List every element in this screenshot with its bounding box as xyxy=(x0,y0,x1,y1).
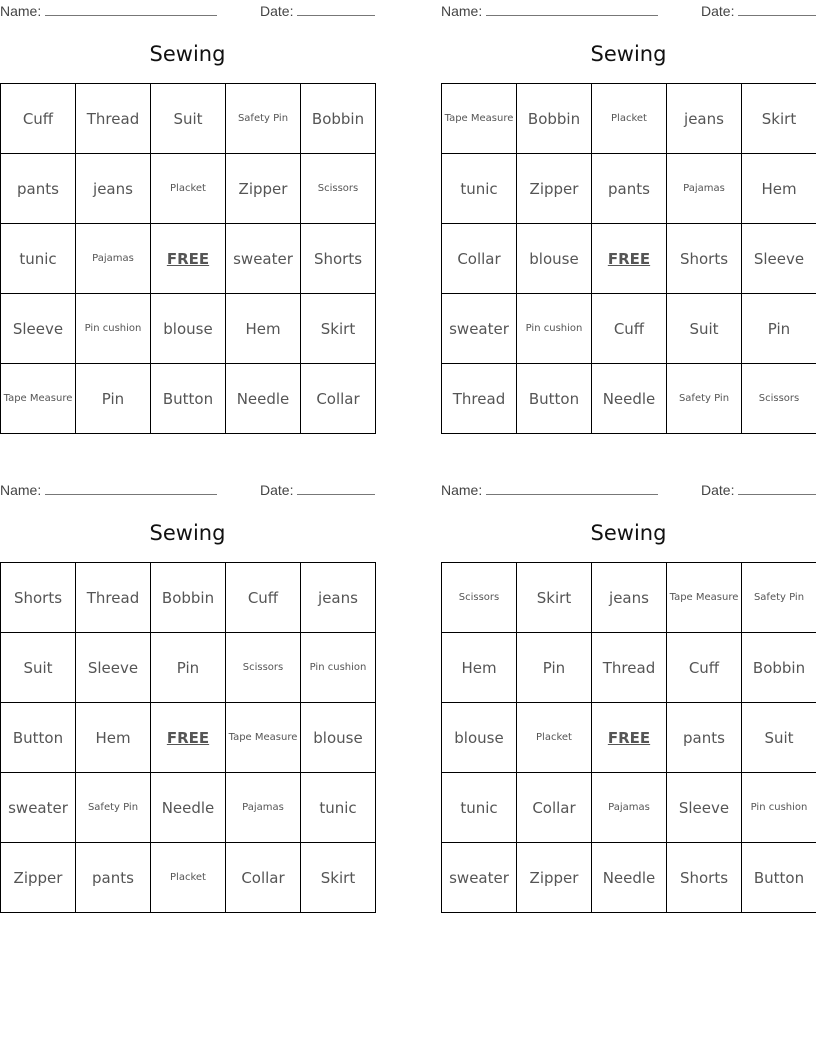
date-line xyxy=(297,482,375,495)
bingo-cell: Tape Measure xyxy=(667,563,742,633)
grid-row xyxy=(442,84,816,154)
name-field: Name: xyxy=(0,482,217,498)
bingo-card-1 xyxy=(0,0,375,434)
bingo-cell: Button xyxy=(151,364,226,434)
bingo-cell: blouse xyxy=(301,703,376,773)
free-space: FREE xyxy=(592,224,667,294)
bingo-cell: Button xyxy=(742,843,816,913)
bingo-cell: Pajamas xyxy=(76,224,151,294)
bingo-cell: Pin cushion xyxy=(76,294,151,364)
bingo-cell: sweater xyxy=(442,843,517,913)
bingo-cell: Skirt xyxy=(301,294,376,364)
grid-row xyxy=(442,224,816,294)
bingo-cell: Pajamas xyxy=(592,773,667,843)
card-title: Sewing xyxy=(590,42,667,66)
date-line xyxy=(297,3,375,16)
bingo-cell: tunic xyxy=(301,773,376,843)
card-header xyxy=(441,479,816,501)
bingo-cell: blouse xyxy=(517,224,592,294)
bingo-cell: Hem xyxy=(742,154,816,224)
bingo-cell: Scissors xyxy=(442,563,517,633)
name-line xyxy=(45,482,217,495)
bingo-cell: blouse xyxy=(151,294,226,364)
bingo-cell: Shorts xyxy=(667,224,742,294)
bingo-cell: Sleeve xyxy=(76,633,151,703)
bingo-grid xyxy=(441,562,816,913)
bingo-cell: Collar xyxy=(301,364,376,434)
bingo-cell: tunic xyxy=(442,773,517,843)
card-title: Sewing xyxy=(149,521,226,545)
bingo-cell: Zipper xyxy=(517,154,592,224)
date-line xyxy=(738,3,816,16)
grid-row xyxy=(1,633,376,703)
grid-row xyxy=(1,154,376,224)
bingo-cell: Placket xyxy=(151,154,226,224)
card-title: Sewing xyxy=(149,42,226,66)
bingo-cell: Cuff xyxy=(1,84,76,154)
bingo-cell: Safety Pin xyxy=(226,84,301,154)
bingo-cell: sweater xyxy=(226,224,301,294)
bingo-cell: Pin cushion xyxy=(517,294,592,364)
name-field: Name: xyxy=(441,3,658,19)
free-space: FREE xyxy=(151,224,226,294)
bingo-cell: jeans xyxy=(592,563,667,633)
bingo-cell: Pajamas xyxy=(667,154,742,224)
grid-row xyxy=(442,364,816,434)
bingo-cell: Thread xyxy=(592,633,667,703)
bingo-cell: Sleeve xyxy=(1,294,76,364)
grid-row xyxy=(442,843,816,913)
bingo-cell: jeans xyxy=(667,84,742,154)
date-field: Date: xyxy=(260,482,375,498)
bingo-cell: Cuff xyxy=(226,563,301,633)
bingo-card-4 xyxy=(441,479,816,913)
bingo-cell: Placket xyxy=(592,84,667,154)
card-header xyxy=(0,0,375,22)
bingo-cell: Pin xyxy=(517,633,592,703)
bingo-cell: Suit xyxy=(151,84,226,154)
grid-row xyxy=(442,773,816,843)
bingo-cell: jeans xyxy=(301,563,376,633)
bingo-cell: Needle xyxy=(592,843,667,913)
bingo-cell: Cuff xyxy=(667,633,742,703)
bingo-cell: Needle xyxy=(151,773,226,843)
bingo-cell: pants xyxy=(667,703,742,773)
grid-row xyxy=(442,563,816,633)
bingo-cell: blouse xyxy=(442,703,517,773)
date-field: Date: xyxy=(260,3,375,19)
bingo-cell: pants xyxy=(76,843,151,913)
bingo-cell: Tape Measure xyxy=(1,364,76,434)
bingo-cell: Shorts xyxy=(667,843,742,913)
bingo-cell: Scissors xyxy=(742,364,816,434)
bingo-cell: Zipper xyxy=(226,154,301,224)
grid-row xyxy=(1,224,376,294)
bingo-cell: Needle xyxy=(592,364,667,434)
name-line xyxy=(486,482,658,495)
bingo-cell: Pin xyxy=(151,633,226,703)
grid-row xyxy=(1,773,376,843)
free-space: FREE xyxy=(151,703,226,773)
bingo-cell: Safety Pin xyxy=(742,563,816,633)
bingo-grid xyxy=(0,83,376,434)
bingo-cell: Hem xyxy=(442,633,517,703)
name-field: Name: xyxy=(0,3,217,19)
bingo-cell: Pin xyxy=(76,364,151,434)
grid-row xyxy=(1,84,376,154)
bingo-cell: Skirt xyxy=(517,563,592,633)
bingo-cell: Safety Pin xyxy=(667,364,742,434)
bingo-cell: Collar xyxy=(442,224,517,294)
bingo-cell: Tape Measure xyxy=(442,84,517,154)
bingo-cell: Safety Pin xyxy=(76,773,151,843)
bingo-card-3 xyxy=(0,479,375,913)
bingo-cell: Bobbin xyxy=(301,84,376,154)
bingo-cell: Hem xyxy=(76,703,151,773)
bingo-cell: Bobbin xyxy=(742,633,816,703)
bingo-cell: tunic xyxy=(442,154,517,224)
name-field: Name: xyxy=(441,482,658,498)
bingo-cell: Button xyxy=(1,703,76,773)
bingo-cell: Collar xyxy=(517,773,592,843)
bingo-cell: Thread xyxy=(76,84,151,154)
grid-row xyxy=(442,154,816,224)
date-line xyxy=(738,482,816,495)
card-title: Sewing xyxy=(590,521,667,545)
bingo-cell: Needle xyxy=(226,364,301,434)
grid-row xyxy=(442,294,816,364)
bingo-cell: Placket xyxy=(517,703,592,773)
bingo-grid xyxy=(0,562,376,913)
grid-row xyxy=(442,703,816,773)
bingo-cell: Suit xyxy=(667,294,742,364)
bingo-cell: Suit xyxy=(1,633,76,703)
bingo-cell: Collar xyxy=(226,843,301,913)
bingo-cell: Zipper xyxy=(1,843,76,913)
card-header xyxy=(0,479,375,501)
bingo-cell: tunic xyxy=(1,224,76,294)
bingo-cell: Zipper xyxy=(517,843,592,913)
bingo-cell: Sleeve xyxy=(667,773,742,843)
bingo-cell: sweater xyxy=(442,294,517,364)
bingo-cell: Scissors xyxy=(226,633,301,703)
grid-row xyxy=(1,703,376,773)
bingo-cell: Cuff xyxy=(592,294,667,364)
bingo-card-2 xyxy=(441,0,816,434)
name-line xyxy=(486,3,658,16)
card-header xyxy=(441,0,816,22)
bingo-cell: Skirt xyxy=(742,84,816,154)
bingo-cell: Bobbin xyxy=(151,563,226,633)
bingo-cell: Pin cushion xyxy=(301,633,376,703)
bingo-cell: Sleeve xyxy=(742,224,816,294)
grid-row xyxy=(442,633,816,703)
bingo-cell: Pin xyxy=(742,294,816,364)
bingo-cell: Hem xyxy=(226,294,301,364)
bingo-cell: Suit xyxy=(742,703,816,773)
grid-row xyxy=(1,843,376,913)
grid-row xyxy=(1,364,376,434)
bingo-cell: Scissors xyxy=(301,154,376,224)
bingo-cell: Pin cushion xyxy=(742,773,816,843)
date-field: Date: xyxy=(701,3,816,19)
bingo-cell: Pajamas xyxy=(226,773,301,843)
name-line xyxy=(45,3,217,16)
bingo-cell: Tape Measure xyxy=(226,703,301,773)
bingo-cell: Skirt xyxy=(301,843,376,913)
bingo-cell: Thread xyxy=(76,563,151,633)
bingo-cell: Bobbin xyxy=(517,84,592,154)
bingo-cell: Shorts xyxy=(1,563,76,633)
bingo-cell: sweater xyxy=(1,773,76,843)
grid-row xyxy=(1,294,376,364)
bingo-cell: pants xyxy=(592,154,667,224)
bingo-cell: Button xyxy=(517,364,592,434)
bingo-cell: Shorts xyxy=(301,224,376,294)
bingo-grid xyxy=(441,83,816,434)
grid-row xyxy=(1,563,376,633)
bingo-cell: Thread xyxy=(442,364,517,434)
free-space: FREE xyxy=(592,703,667,773)
bingo-cell: jeans xyxy=(76,154,151,224)
bingo-cell: pants xyxy=(1,154,76,224)
date-field: Date: xyxy=(701,482,816,498)
bingo-cell: Placket xyxy=(151,843,226,913)
